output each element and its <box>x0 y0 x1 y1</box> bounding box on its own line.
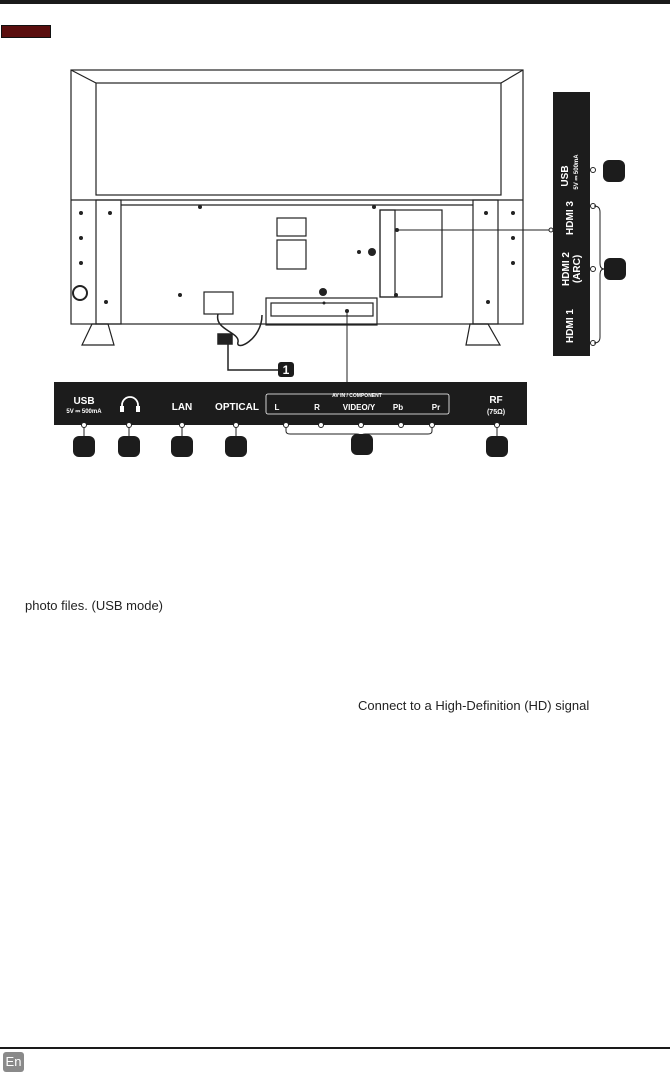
tv-rear-diagram <box>0 0 670 470</box>
av-video-label: VIDEO/Y <box>342 403 376 412</box>
side-hdmi2-arc: (ARC) <box>572 254 583 284</box>
callout-power-number: 1 <box>282 363 290 377</box>
bottom-usb-rating: 5V ⎓ 500mA <box>66 409 102 415</box>
bottom-rule <box>0 1047 670 1049</box>
optical-label: OPTICAL <box>215 402 259 413</box>
av-pb-label: Pb <box>392 403 404 412</box>
av-pr-label: Pr <box>431 403 441 412</box>
side-usb-rating: 5V ⎓ 500mA <box>574 154 580 190</box>
callout-usb <box>73 436 95 457</box>
callout-side-usb <box>603 160 625 182</box>
rf-ohm-label: (75Ω) <box>486 409 506 416</box>
callout-hdmi <box>604 258 626 280</box>
side-hdmi2-label: HDMI 2 <box>561 252 572 286</box>
callout-optical <box>225 436 247 457</box>
body-text-hd-signal: Connect to a High-Definition (HD) signal <box>358 698 590 713</box>
side-port-markers <box>591 168 596 346</box>
callout-headphone <box>118 436 140 457</box>
tv-rear-body <box>71 70 523 345</box>
av-l-label: L <box>274 403 280 412</box>
av-r-label: R <box>314 403 320 412</box>
bottom-usb-label: USB <box>73 396 95 407</box>
side-hdmi1-label: HDMI 1 <box>565 309 576 343</box>
callout-lan <box>171 436 193 457</box>
screw-holes <box>79 205 515 305</box>
lan-label: LAN <box>171 402 193 413</box>
callout-av <box>351 434 373 455</box>
bottom-jack-panel <box>54 382 527 425</box>
rf-label: RF <box>489 395 503 406</box>
side-usb-label: USB <box>560 165 571 187</box>
side-hdmi3-label: HDMI 3 <box>565 201 576 235</box>
av-header: AV IN / COMPONENT <box>332 393 382 399</box>
body-text-usb-mode: photo files. (USB mode) <box>25 598 164 613</box>
callout-rf <box>486 436 508 457</box>
hdmi-bracket <box>594 206 604 343</box>
language-badge: En <box>3 1052 24 1072</box>
power-cord <box>218 314 278 370</box>
